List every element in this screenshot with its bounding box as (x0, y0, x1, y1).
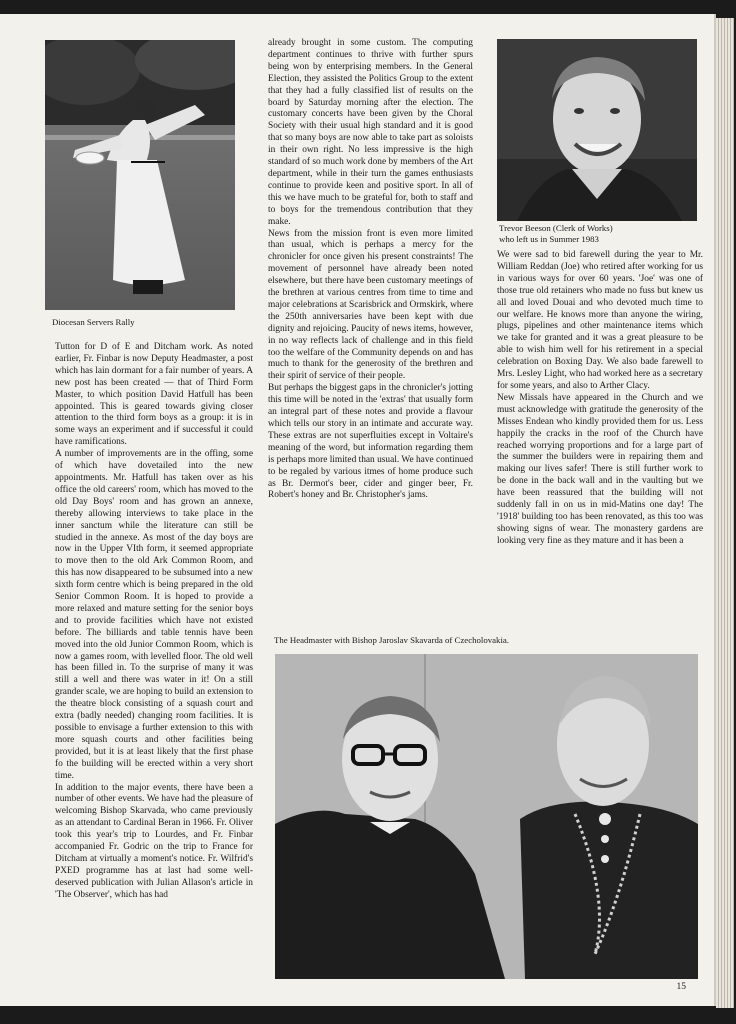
right-text-column: We were sad to bid farewell during the year to Mr. William Reddan (Joe) who retired after working for us in various ways for over 60 years. 'Joe' was one of those true old retainers who made no fuss but knew us all and loved Douai and who devoted much time to our welfare. He knows more than anyone the wiring, plugs, pipelines and other maintenance items which we take for granted and it was a great pleasure to be able to wish him well for his retirement in a special celebration on Boxing Day. We also bade farewell to Mrs. Lesley Light, who had worked here as a secretary for some years, and also to Arther Clacy. New Missals have appeared in the Church and we must acknowledge with gratitude the generosity of the Misses Endean who kindly provided them for us. Less happily the cracks in the roof of the Church have reached worrying proportions and for a large part of the summer the builders were in repairing them and making our lives safer! There is still further work to be done in the back wall and in the vaulting but we have been reassured that the building will not suddenly fall in on us in mid-Matins one day! The '1918' building too has been renovated, as this too was showing signs of wear. The monastery gardens are looking very fine as they mature and it has been a (497, 250, 703, 546)
document-page (0, 14, 716, 1006)
page-number: 15 (676, 982, 686, 992)
headmaster-bishop-photo (275, 654, 698, 979)
trevor-beeson-caption: Trevor Beeson (Clerk of Works) who left us in Summer 1983 (499, 223, 613, 244)
headmaster-caption: The Headmaster with Bishop Jaroslav Skavarda of Czecholovakia. (274, 635, 510, 645)
servers-rally-caption: Diocesan Servers Rally (52, 317, 135, 327)
servers-rally-photo (45, 40, 235, 310)
servers-rally-illustration (45, 40, 235, 310)
page-edge (716, 18, 734, 1008)
middle-text-column: already brought in some custom. The computing department continues to thrive with further spurs being won by enterprising members. In the General Election, they assisted the Politics Group to the extent that they had a fully classified list of results on the board by Saturday morning after the election. The customary concerts have been given by the Choral Society with their usual high standard and it is good that so many boys are now able to take part as soloists in their own right. No less impressive is the high standard of so much work done by members of the Art department, while in their turn the games enthusiasts continue to provide keen and positive sport. In all of this we have much to be grateful for, both to staff and to boys for the tremendous contribution that they make. News from the mission front is even more limited than usual, which is perhaps a mercy for the chronicler for once given his present constraints! The movement of personnel have already been noted elsewhere, but there have been customary meetings of the brethren at various centres from time to time and major celebrations at Scarisbrick and Ormskirk, where the 250th anniversaries have been kept with due dignity and rejoicing. Paucity of news items, however, in no way reflects lack of challenge and in this field too the welfare of the Community depends on and has much to thank for the generosity of the brethren and their spirit of service of their people. But perhaps the biggest gaps in the chronicler's jotting this time will be noted in the 'extras' that usually form an integral part of these notes and provide a flavour which tells our story in an intimate and accurate way. These extras are not superfluities except in Voltaire's meaning of the word, but information regarding them is perhaps more limited than usual. We have continued to be regaled by various itmes of home produce such as Br. Dermot's beer, cider and ginger beer, Fr. Robert's honey and Br. Christopher's jams. (268, 38, 474, 501)
headmaster-bishop-portrait (275, 654, 698, 979)
left-text-column: Tutton for D of E and Ditcham work. As noted earlier, Fr. Finbar is now Deputy Headmaster, a post which has lain dormant for a fair number of years. A new post has been created — that of Third Form Master, to which position David Hatfull has been appointed. This is geared towards giving closer attention to the third form boys as a group: it is in some ways an experiment and if successful it could have ramifications. A number of improvements are in the offing, some of which have dovetailed into the new appointments. Mr. Hatfull has taken over as his office the old careers' room, which has moved to the old Day Boys' room and has grown an annexe, thereby allowing interviews to take place in the inner sanctum while the literature can still be studied in the annexe. As most of the day boys are now in the Upper VIth form, it seemed appropriate to move then to the old Ark Common Room, and this has now disappeared to be subsumed into a new sixth form centre which is being prepared in the old Senior Common Room. It is hoped to provide a more relaxed and mature setting for the senior boys and to provide facilities which have not existed before. The billiards and table tennis have been moved into the old Junior Common Room, which is now a games room, with levelled floor. The old well has been filled in. To the surprise of many it was still a well and there was water in it! On a still grander scale, we are hoping to build an extension to the theatre block consisting of a squash court and extra (badly needed) changing room facilities. It is possible to envisage a further extension to this with more squash courts and other facilities being provided, but it is at least likely that the first phase fo the building will be erected within a very short time. In addition to the major events, there have been a number of other events. We have had the pleasure of welcoming Bishop Skarvada, who came previously as an attendant to Cardinal Beran in 1966. Fr. Oliver took this year's trip to Lourdes, and Fr. Finbar accompanied Fr. Godric on the trip to France for Ditcham at virtually a moment's notice. Fr. Wilfrid's PXED programme has at last had some well-deserved publication with Julian Allason's article in 'The Observer', which has had (55, 342, 253, 900)
trevor-beeson-portrait (497, 39, 697, 221)
trevor-beeson-photo (497, 39, 697, 221)
